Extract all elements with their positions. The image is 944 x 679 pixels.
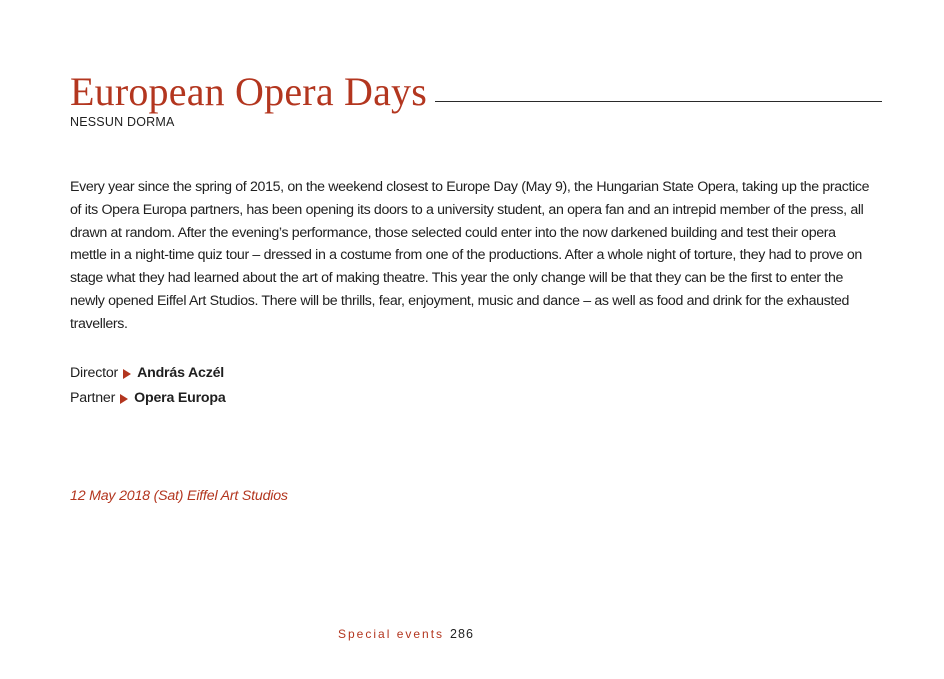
title-row — [70, 62, 882, 114]
page-subtitle: NESSUN DORMA — [70, 115, 175, 129]
event-date-venue: 12 May 2018 (Sat) Eiffel Art Studios — [70, 488, 288, 504]
credit-name: Opera Europa — [134, 390, 226, 406]
credit-line-director — [70, 361, 226, 386]
page-number: 286 — [450, 627, 474, 641]
footer-section-label: Special events — [338, 627, 445, 641]
triangle-right-icon — [123, 369, 131, 379]
credit-name: András Aczél — [137, 365, 225, 381]
page-title: European Opera Days — [70, 69, 427, 114]
credit-role: Partner — [70, 390, 116, 406]
triangle-right-icon — [120, 394, 128, 404]
title-rule — [435, 101, 882, 102]
credits-list — [70, 361, 226, 411]
credit-line-partner — [70, 386, 226, 411]
credit-role: Director — [70, 365, 119, 381]
page-footer — [338, 627, 474, 641]
description-paragraph: Every year since the spring of 2015, on the weekend closest to Europe Day (May 9), the Hungarian State Opera, taking up the practice of its Opera Europa partners, has been opening its doors to a university student, an opera fan and an intrepid member of the press, all drawn at random. After the evening’s performance, those selected could enter into the now darkened building and test their opera mettle in a night-time quiz tour – dressed in a costume from one of the productions. After a whole night of torture, they had to prove on stage what they had learned about the art of making theatre. This year the only change will be that they can be the first to enter the newly opened Eiffel Art Studios. There will be thrills, fear, enjoyment, music and dance – as well as food and drink for the exhausted travellers. — [70, 179, 870, 332]
